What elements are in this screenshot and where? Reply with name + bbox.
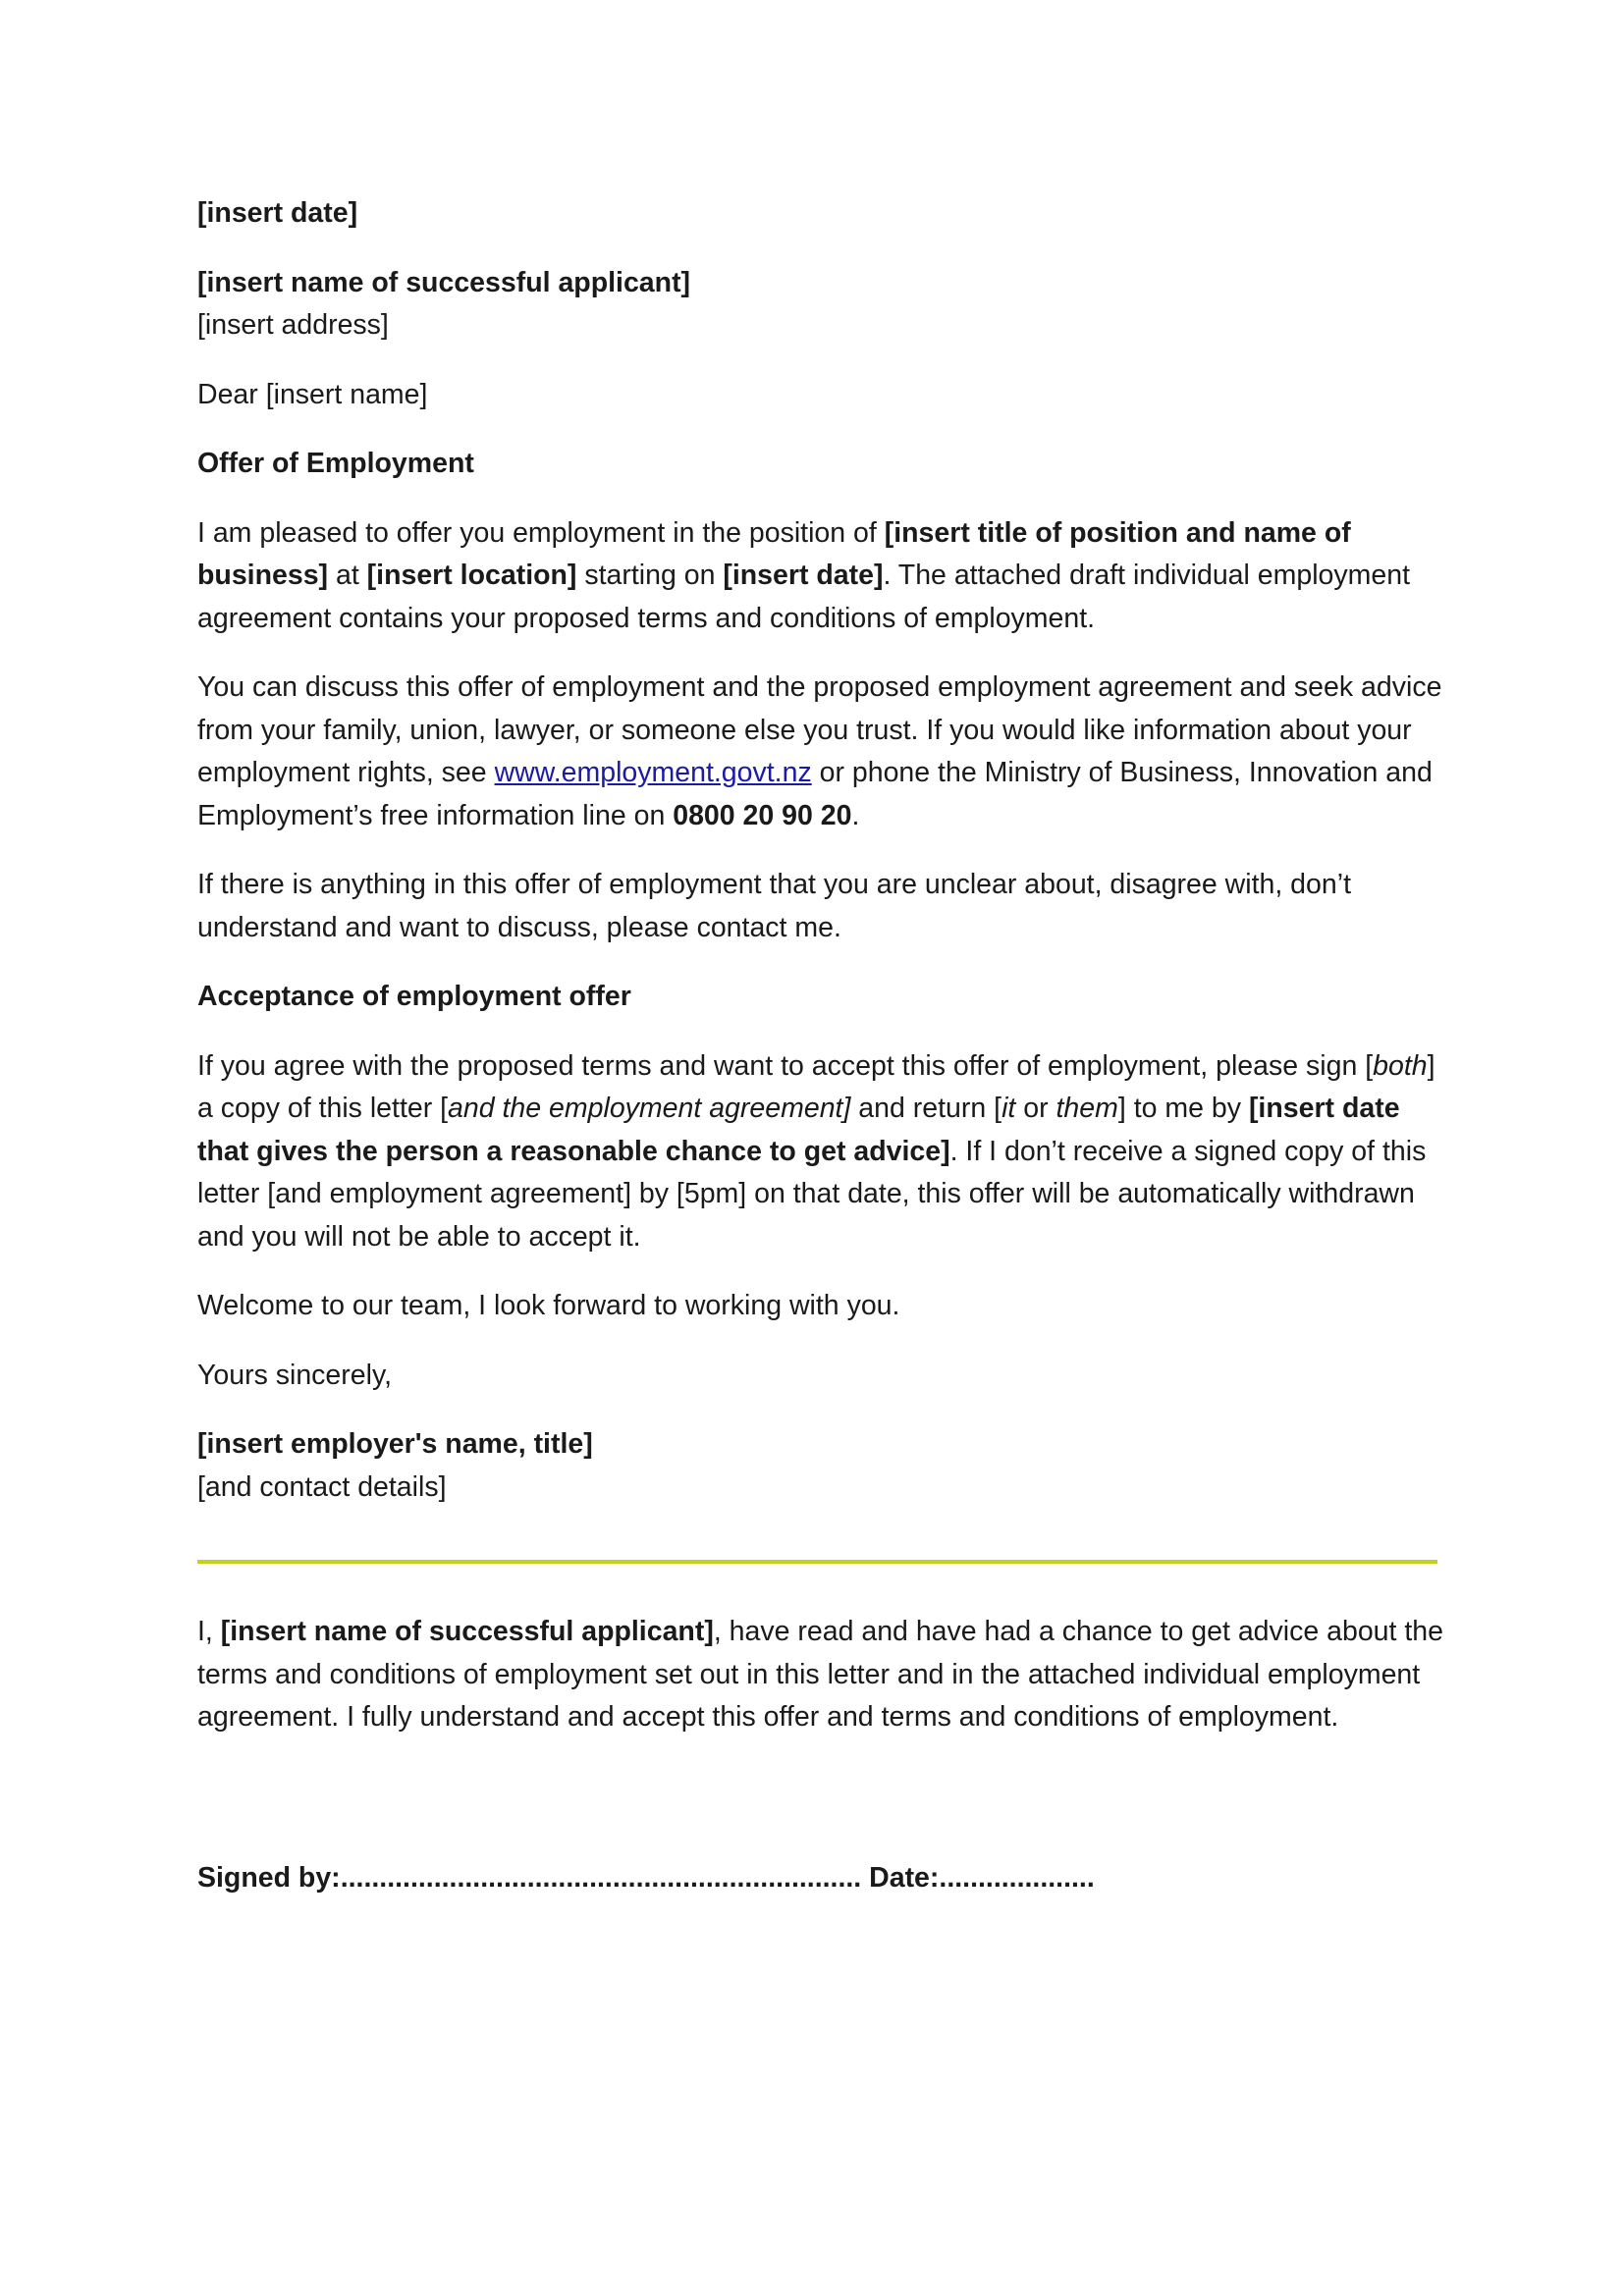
text-run: and return [ xyxy=(850,1093,1002,1124)
date-label: Date: xyxy=(861,1861,940,1894)
contact-paragraph: If there is anything in this offer of employment that you are unclear about, disagree with, don’t understand and want to discuss, please contact me. xyxy=(197,869,1351,943)
employer-contact: [and contact details] xyxy=(197,1470,447,1503)
deadline-placeholder: [insert date that gives the person a reasonable chance to get advice] xyxy=(197,1093,1400,1167)
letter-content xyxy=(197,192,1444,1899)
text-run: . The attached draft individual employment agreement contains your proposed terms and conditions of employment. xyxy=(197,560,1411,634)
position-placeholder: [insert title of position and name of business] xyxy=(197,516,1351,591)
text-run: or phone the Ministry of Business, Innovation and Employment’s free information line on xyxy=(197,757,1433,831)
text-run: If you agree with the proposed terms and want to accept this offer of employment, please sign [ xyxy=(197,1049,1374,1082)
signature-line xyxy=(197,1857,1444,1900)
acceptance-instructions-paragraph xyxy=(197,1045,1444,1259)
signature-field[interactable]: ................................................................... xyxy=(340,1861,862,1894)
text-run-italic: them xyxy=(1056,1093,1118,1124)
recipient-address: [insert address] xyxy=(197,309,389,341)
salutation: Dear [insert name] xyxy=(197,378,428,410)
text-run: You can discuss this offer of employment and the proposed employment agreement and seek advice from your family, union, lawyer, or someone else you trust. If you would like information about your employment rights, see xyxy=(197,671,1442,788)
text-run: . xyxy=(851,799,860,831)
closing-line: Yours sincerely, xyxy=(197,1359,393,1391)
employment-website-link[interactable]: www.employment.govt.nz xyxy=(494,757,812,788)
recipient-name: [insert name of successful applicant] xyxy=(197,266,691,298)
offer-paragraph xyxy=(197,512,1444,641)
signed-by-label: Signed by: xyxy=(197,1861,341,1894)
acceptance-heading: Acceptance of employment offer xyxy=(197,981,631,1012)
welcome-line: Welcome to our team, I look forward to working with you. xyxy=(197,1290,900,1321)
applicant-name-placeholder: [insert name of successful applicant] xyxy=(220,1616,714,1647)
text-run: ] a copy of this letter [ xyxy=(197,1049,1435,1124)
text-run: I, xyxy=(197,1616,221,1647)
advice-paragraph xyxy=(197,667,1444,837)
letter-subject: Offer of Employment xyxy=(197,448,474,479)
text-run: . If I don’t receive a signed copy of this letter [and employment agreement] by [5pm] on that date, this offer will be automatically withdrawn and you will not be able to accept it. xyxy=(197,1135,1427,1253)
letter-date: [insert date] xyxy=(197,197,358,229)
text-run: ] to me by xyxy=(1117,1093,1249,1124)
employer-name: [insert employer's name, title] xyxy=(197,1428,593,1460)
text-run-italic: and the employment agreement] xyxy=(448,1093,851,1124)
info-line-phone: 0800 20 90 20 xyxy=(673,799,852,831)
text-run: or xyxy=(1015,1093,1056,1124)
text-run: starting on xyxy=(576,560,724,591)
start-date-placeholder: [insert date] xyxy=(723,560,884,591)
text-run: at xyxy=(328,560,367,591)
recipient-block xyxy=(197,262,1444,347)
text-run: I am pleased to offer you employment in the position of xyxy=(197,516,885,549)
location-placeholder: [insert location] xyxy=(366,560,577,591)
text-run-italic: both xyxy=(1373,1049,1428,1082)
section-divider xyxy=(197,1560,1437,1564)
employer-signature-block xyxy=(197,1423,1444,1509)
text-run-italic: it xyxy=(1001,1093,1016,1124)
text-run: , have read and have had a chance to get advice about the terms and conditions of employment set out in this letter and in the attached individual employment agreement. I fully understand and accept this offer and terms and conditions of employment. xyxy=(197,1616,1443,1733)
date-field[interactable]: .................... xyxy=(939,1861,1095,1894)
applicant-acceptance-statement xyxy=(197,1611,1444,1739)
